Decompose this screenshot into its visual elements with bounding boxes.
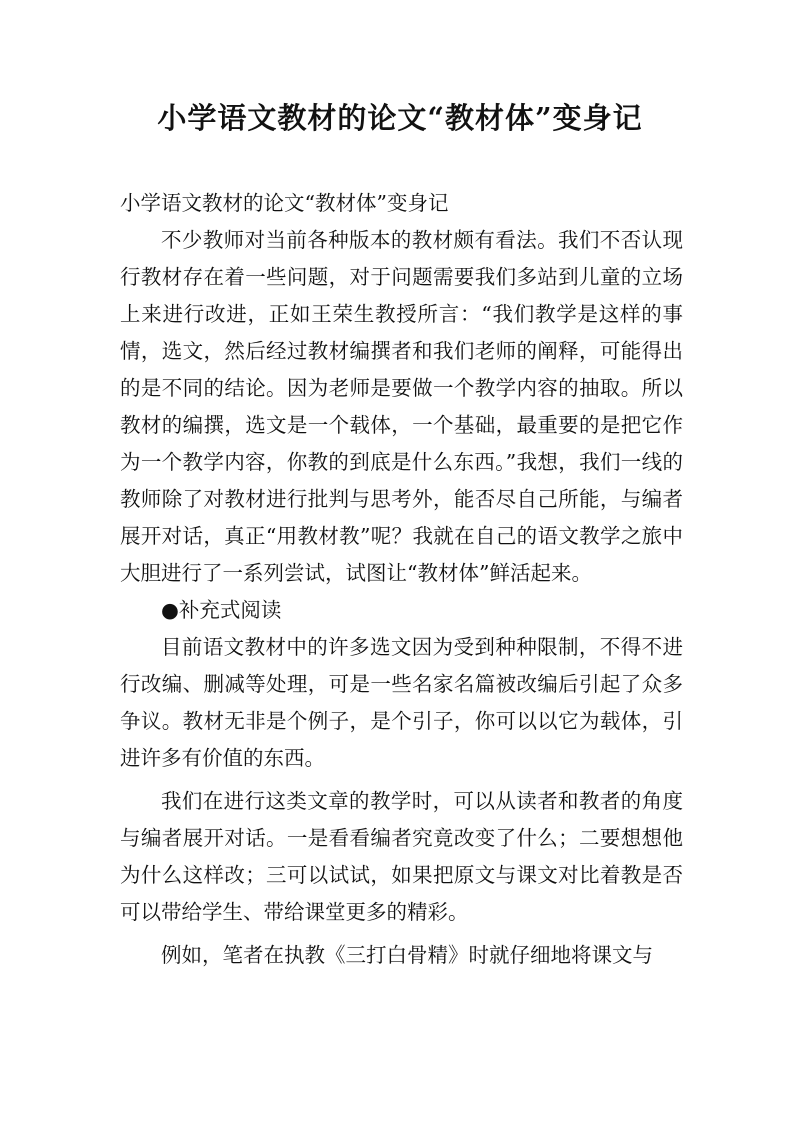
paragraph-adaptation: 目前语文教材中的许多选文因为受到种种限制，不得不进行改编、删减等处理，可是一些名家名篇被改编后引起了众多争议。教材无非是个例子，是个引子，你可以以它为载体，引进许多有价值的东西。	[120, 635, 683, 770]
paragraph-intro: 不少教师对当前各种版本的教材颇有看法。我们不否认现行教材存在着一些问题，对于问题需要我们多站到儿童的立场上来进行改进，正如王荣生教授所言：“我们教学是这样的事情，选文，然后经过教材编撰者和我们老师的阐释，可能得出的是不同的结论。因为老师是要做一个教学内容的抽取。所以教材的编撰，选文是一个载体，一个基础，最重要的是把它作为一个教学内容，你教的到底是什么东西。”我想，我们一线的教师除了对教材进行批判与思考外，能否尽自己所能，与编者展开对话，真正“用教材教”呢？我就在自己的语文教学之旅中大胆进行了一系列尝试，试图让“教材体”鲜活起来。	[120, 228, 683, 585]
paragraph-dialogue: 我们在进行这类文章的教学时，可以从读者和教者的角度与编者展开对话。一是看看编者究竟改变了什么；二要想想他为什么这样改；三可以试试，如果把原文与课文对比着教是否可以带给学生、带给课堂更多的精彩。	[120, 789, 683, 924]
document-body	[120, 185, 683, 974]
document-subtitle: 小学语文教材的论文“教材体”变身记	[120, 191, 449, 215]
document-title: 小学语文教材的论文“教材体”变身记	[157, 101, 643, 135]
section-heading: ●补充式阅读	[161, 598, 282, 622]
paragraph-example: 例如，笔者在执教《三打白骨精》时就仔细地将课文与	[161, 943, 653, 967]
